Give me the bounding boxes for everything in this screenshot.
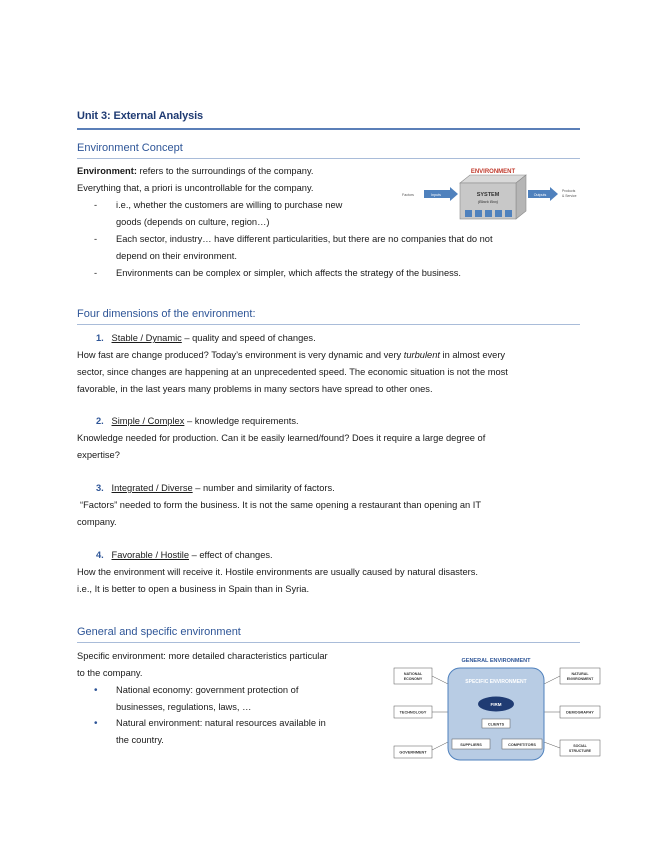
- national-label: NATIONAL: [403, 672, 423, 676]
- technology-label: TECHNOLOGY: [399, 710, 427, 715]
- services-label: & Service: [562, 194, 577, 198]
- specific-environment-label: SPECIFIC ENVIRONMENT: [465, 679, 527, 685]
- environment-sub-label: ENVIRONMENT: [566, 677, 594, 681]
- social-structure-box: [560, 740, 600, 756]
- section-heading-general-specific: General and specific environment: [77, 626, 241, 638]
- dimension-item: 3. Integrated / Diverse – number and similarity of factors.: [96, 483, 335, 493]
- paragraph-line: How fast are change produced? Today’s environment is very dynamic and very turbulent in almost every: [77, 350, 506, 360]
- economy-label: ECONOMY: [403, 677, 423, 681]
- paragraph-line: How the environment will receive it. Hostile environments are usually caused by natural disasters.: [77, 567, 478, 577]
- list-item-continuation: businesses, regulations, laws, …: [116, 702, 252, 712]
- general-environment-label: GENERAL ENVIRONMENT: [461, 658, 531, 664]
- national-economy-box: [394, 668, 432, 684]
- dimension-item: 4. Favorable / Hostile – effect of changes.: [96, 550, 273, 560]
- section-heading-four-dimensions: Four dimensions of the environment:: [77, 308, 256, 320]
- demography-label: DEMOGRAPHY: [566, 710, 594, 715]
- social-label: SOCIAL: [573, 744, 587, 748]
- paragraph-line: company.: [77, 517, 117, 527]
- factors-label: Factors: [402, 193, 414, 197]
- natural-label: NATURAL: [571, 672, 589, 676]
- natural-environment-box: [560, 668, 600, 684]
- outputs-label: Outputs: [533, 193, 547, 197]
- paragraph-line: expertise?: [77, 450, 120, 460]
- section-divider: [77, 158, 580, 159]
- paragraph-line: Specific environment: more detailed characteristics particular: [77, 651, 328, 661]
- black-box-label: (Black Box): [477, 199, 499, 204]
- dimension-item: 1. Stable / Dynamic – quality and speed of changes.: [96, 333, 316, 343]
- paragraph-line: i.e., It is better to open a business in Spain than in Syria.: [77, 584, 310, 594]
- paragraph-line: to the company.: [77, 668, 143, 678]
- section-heading-environment-concept: Environment Concept: [77, 142, 183, 154]
- clients-label: CLIENTS: [487, 722, 505, 727]
- firm-label: FIRM: [490, 702, 502, 707]
- paragraph-line: sector, since changes are happening at an unprecedented speed. The economic situation is not the most: [77, 367, 508, 377]
- section-divider: [77, 642, 580, 643]
- products-label: Products: [562, 189, 576, 193]
- uncontrollable-line: Everything that, a priori is uncontrollable for the company.: [77, 183, 314, 193]
- environment-system-diagram: [398, 163, 580, 225]
- structure-label: STRUCTURE: [568, 749, 592, 753]
- definition-text: refers to the surroundings of the company.: [136, 166, 314, 176]
- section-divider: [77, 324, 580, 325]
- dimension-item: 2. Simple / Complex – knowledge requirements.: [96, 416, 299, 426]
- paragraph-line: Knowledge needed for production. Can it be easily learned/found? Does it require a large degree of: [77, 433, 486, 443]
- dimension-term: Favorable / Hostile: [111, 550, 190, 560]
- dimension-term: Integrated / Diverse: [111, 483, 193, 493]
- inputs-arrow: [424, 187, 458, 201]
- inputs-label: Inputs: [431, 193, 441, 197]
- list-item-continuation: the country.: [116, 735, 164, 745]
- definition-line: [77, 163, 314, 180]
- environment-label: ENVIRONMENT: [470, 169, 516, 175]
- suppliers-label: SUPPLIERS: [460, 743, 482, 747]
- competitors-label: COMPETITORS: [508, 743, 536, 747]
- dimension-term: Stable / Dynamic: [111, 333, 182, 343]
- page-title: Unit 3: External Analysis: [77, 110, 204, 122]
- dimension-term: Simple / Complex: [111, 416, 185, 426]
- definition-term: Environment:: [77, 166, 137, 176]
- list-item-continuation: depend on their environment.: [116, 251, 237, 261]
- system-label: SYSTEM: [476, 192, 500, 198]
- paragraph-line: favorable, in the last years many problems in many sectors have spread to other ones.: [77, 384, 433, 394]
- paragraph-line: “Factors” needed to form the business. It is not the same opening a restaurant than opening an IT: [80, 500, 482, 510]
- government-label: GOVERNMENT: [399, 750, 427, 755]
- list-item-continuation: goods (depends on culture, region…): [116, 217, 270, 227]
- title-divider: [77, 128, 580, 130]
- general-environment-diagram: [392, 654, 604, 764]
